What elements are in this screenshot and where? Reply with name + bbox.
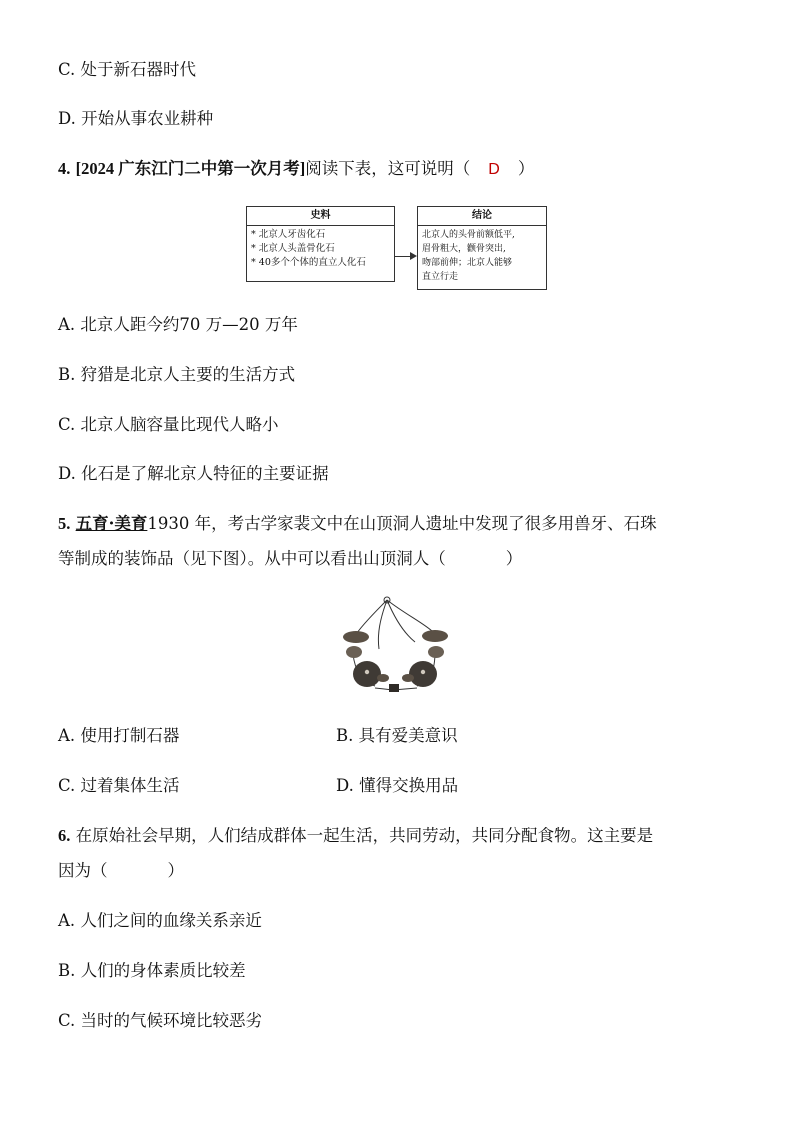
q3-option-d: D. 开始从事农业耕种 [58, 109, 214, 128]
q5-close: ） [505, 549, 523, 568]
q4-stem [58, 158, 534, 181]
q5-option-b: B. 具有爱美意识 [336, 726, 458, 745]
q6-stem-text2: 因为（ [58, 861, 108, 880]
q6-option-b: B. 人们的身体素质比较差 [58, 961, 246, 980]
arrow-right-icon [410, 252, 417, 260]
q4-conclusion-line: 眉骨粗大，颧骨突出, [422, 244, 506, 254]
q4-evidence-item: * 北京人头盖骨化石 [251, 243, 335, 254]
q5-stem-line2 [58, 548, 522, 570]
q4-conclusion-line: 直立行走 [422, 272, 459, 282]
q4-evidence-header: 史料 [247, 207, 394, 226]
q4-option-b: B. 狩猎是北京人主要的生活方式 [58, 365, 296, 384]
q4-evidence-item: * 北京人牙齿化石 [251, 229, 326, 240]
q6-option-a: A. 人们之间的血缘关系亲近 [58, 911, 262, 930]
q6-option-c: C. 当时的气候环境比较恶劣 [58, 1011, 263, 1030]
q5-option-a: A. 使用打制石器 [58, 726, 180, 745]
q4-option-c: C. 北京人脑容量比现代人略小 [58, 415, 279, 434]
q4-evidence-item: * 40多个个体的直立人化石 [251, 257, 366, 268]
q5-stem-text1: 1930 年，考古学家裴文中在山顶洞人遗址中发现了很多用兽牙、石珠 [147, 514, 657, 533]
q4-stem-text: 阅读下表，这可说明（ [305, 159, 471, 178]
q3-option-c: C. 处于新石器时代 [58, 60, 197, 79]
q4-conclusion-line: 吻部前伸；北京人能够 [422, 258, 513, 268]
q4-conclusion-box [417, 206, 547, 290]
q4-source: [2024 广东江门二中第一次月考] [75, 159, 306, 178]
q5-option-d: D. 懂得交换用品 [336, 776, 459, 795]
q4-conclusion-line: 北京人的头骨前额低平, [422, 230, 515, 240]
q4-conclusion-header: 结论 [418, 207, 546, 226]
necklace-ornament-image [335, 594, 460, 698]
q5-number: 5. [58, 514, 71, 533]
q6-stem-line2 [58, 860, 184, 882]
q5-stem-line1 [58, 513, 657, 535]
q5-stem-text2: 等制成的装饰品（见下图）。从中可以看出山顶洞人（ [58, 549, 446, 568]
q5-option-c: C. 过着集体生活 [58, 776, 180, 795]
q5-tag: 五育·美育 [75, 514, 148, 533]
q6-close: ） [167, 861, 184, 880]
q4-close: ） [517, 159, 535, 178]
q6-stem-text1: 在原始社会早期，人们结成群体一起生活，共同劳动，共同分配食物。这主要是 [75, 826, 654, 845]
q4-option-a: A. 北京人距今约70 万—20 万年 [58, 315, 298, 334]
q4-answer: D [488, 161, 500, 178]
q4-evidence-box [246, 206, 395, 282]
q4-number: 4. [58, 159, 71, 178]
q4-arrow-line [394, 256, 410, 257]
q6-stem-line1 [58, 825, 653, 847]
q4-option-d: D. 化石是了解北京人特征的主要证据 [58, 464, 329, 483]
q6-number: 6. [58, 826, 71, 845]
